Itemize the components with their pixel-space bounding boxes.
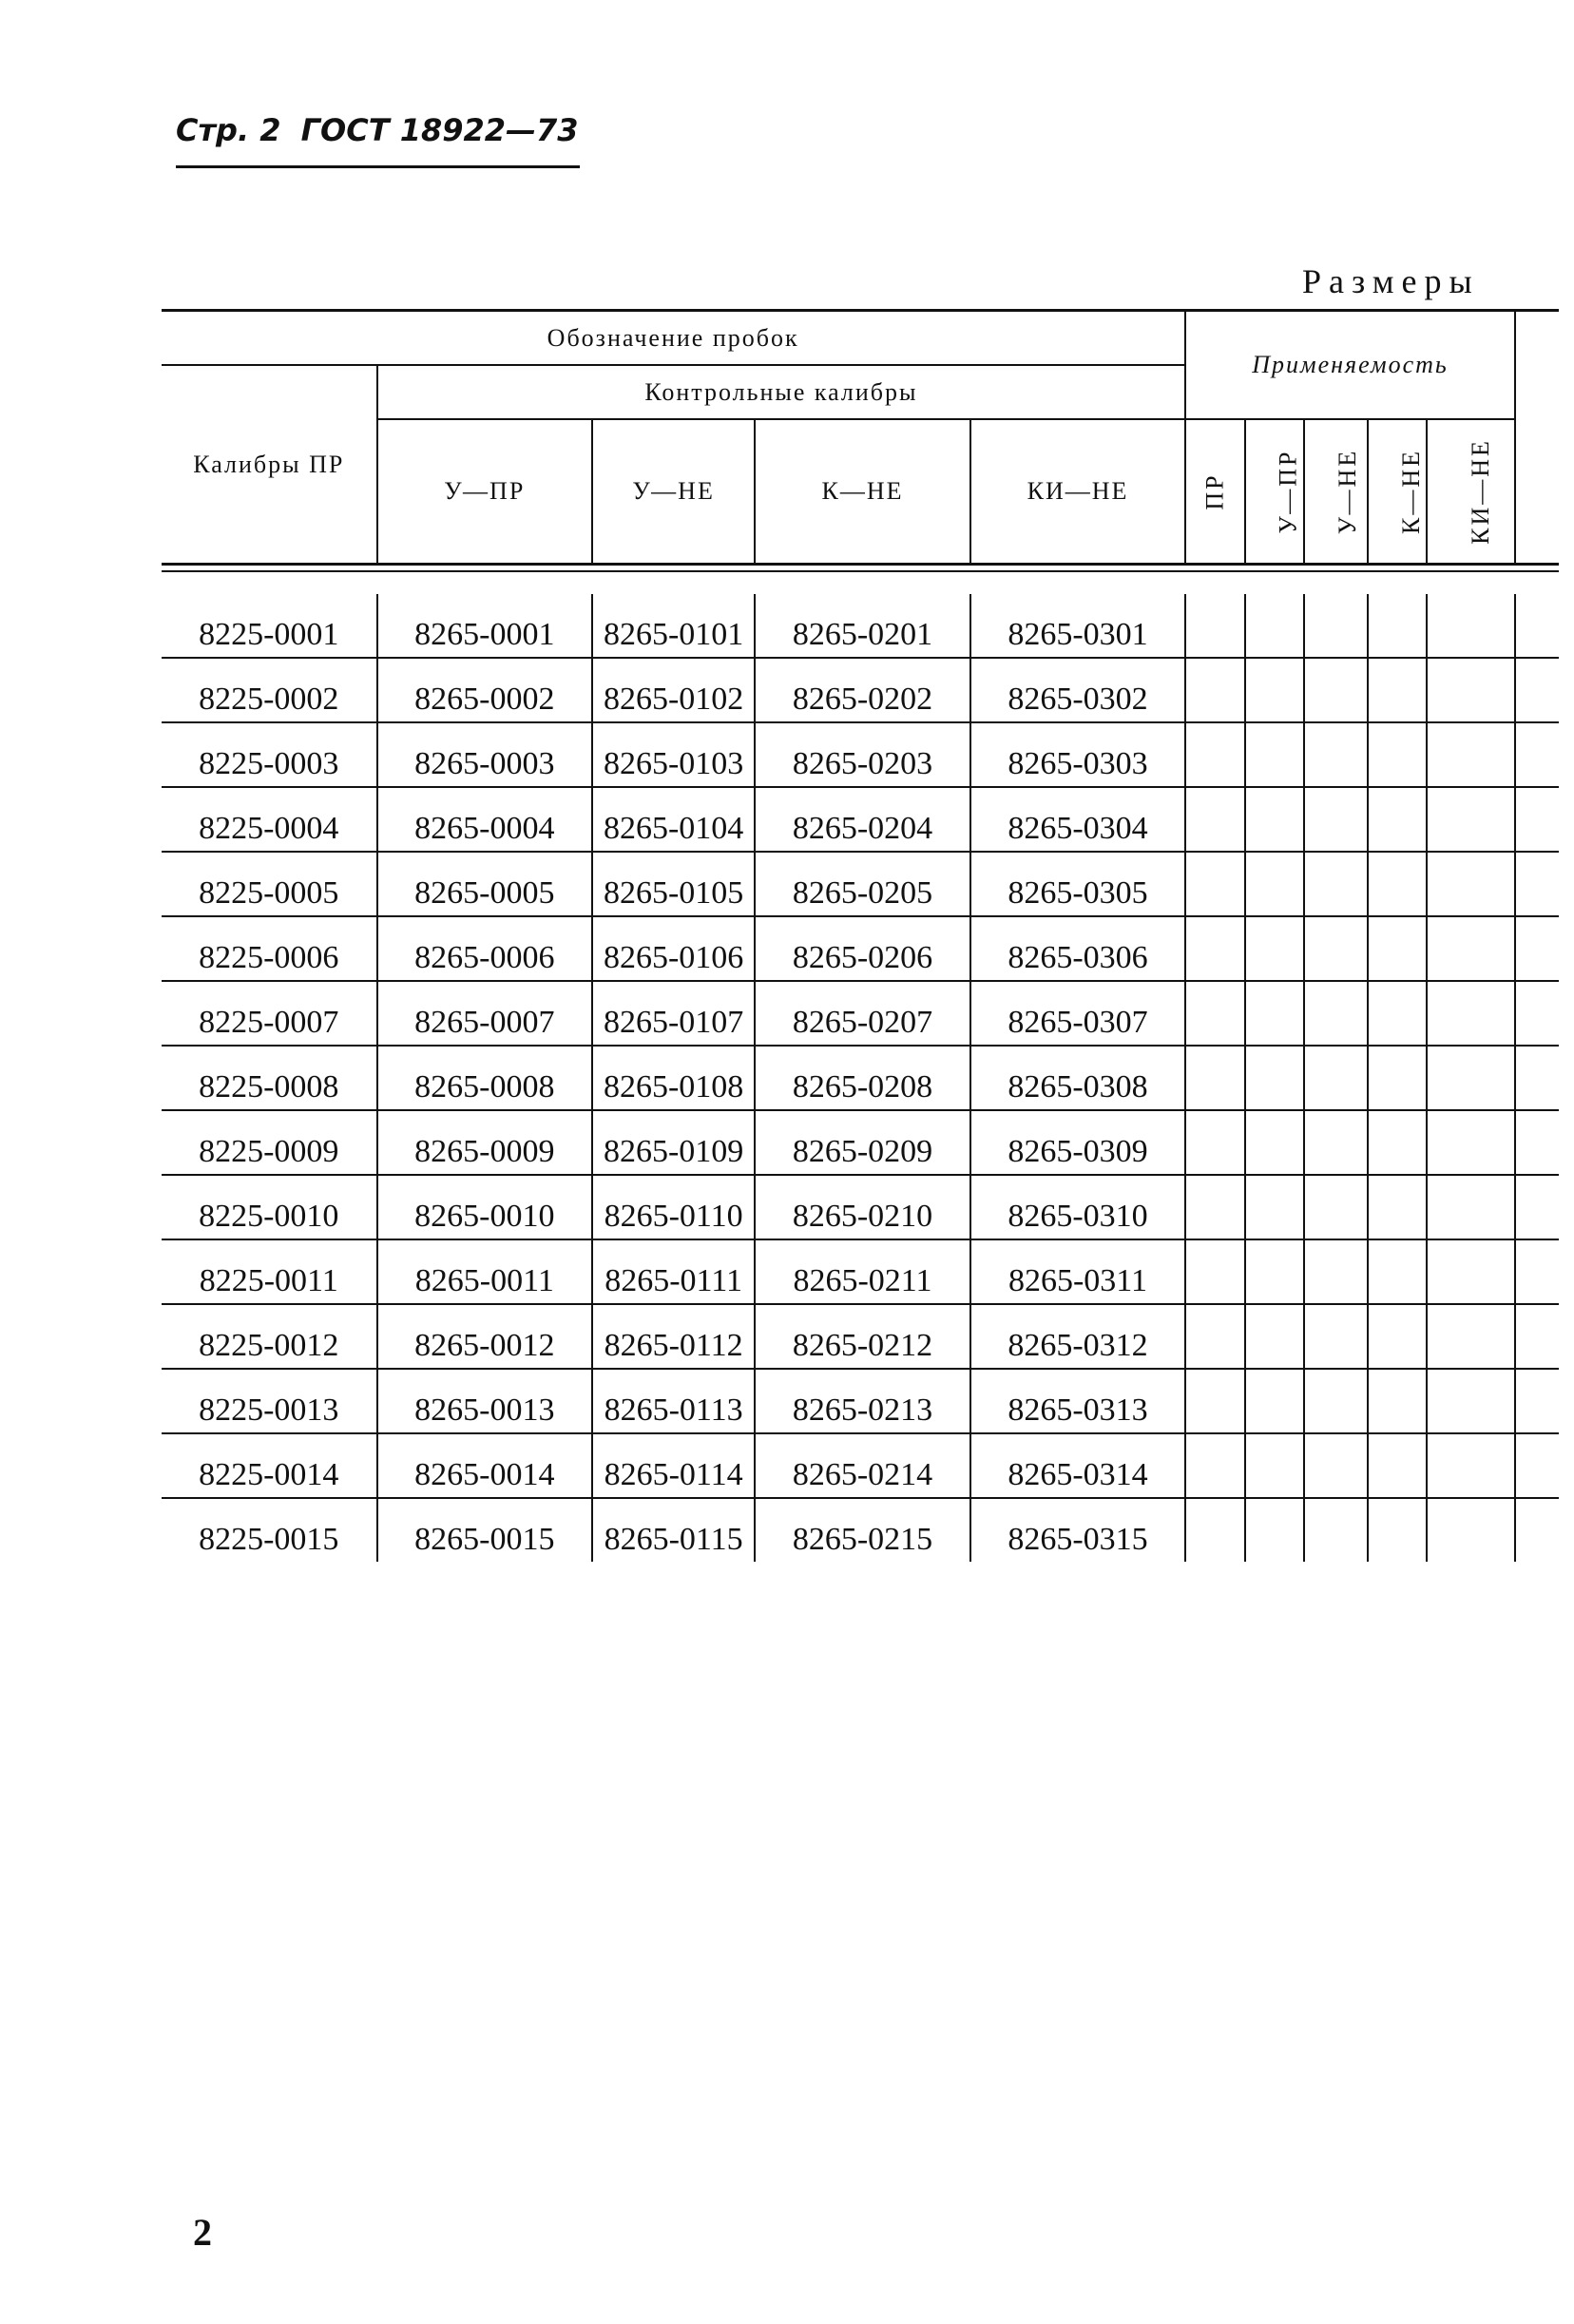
applicability-cell [1304,658,1367,722]
page-header [176,112,580,168]
applicability-cell [1304,1239,1367,1304]
applicability-cell [1368,1046,1427,1110]
applicability-cell [1368,916,1427,981]
table-row [162,1239,1559,1304]
control-gauge-cell: 8265-0202 [755,658,970,722]
applicability-cell [1427,594,1515,658]
control-gauge-cell: 8265-0108 [592,1046,755,1110]
control-gauge-cell: 8265-0014 [377,1433,593,1498]
control-gauge-cell: 8265-0111 [592,1239,755,1304]
control-gauge-cell: 8265-0008 [377,1046,593,1110]
gauge-pr-cell: 8225-0007 [162,981,377,1046]
table-row [162,916,1559,981]
header-applicability-label: ПР [1200,472,1229,510]
applicability-cell [1245,916,1304,981]
control-gauge-cell: 8265-0307 [970,981,1186,1046]
control-gauge-cell: 8265-0306 [970,916,1186,981]
applicability-cell [1245,852,1304,916]
applicability-cell [1427,1304,1515,1369]
control-gauge-cell: 8265-0308 [970,1046,1186,1110]
applicability-cell [1368,1369,1427,1433]
applicability-cell [1427,852,1515,916]
control-gauge-cell: 8265-0013 [377,1369,593,1433]
control-gauge-cell: 8265-0211 [755,1239,970,1304]
gauge-pr-cell: 8225-0011 [162,1239,377,1304]
applicability-cell [1368,1304,1427,1369]
applicability-cell [1245,658,1304,722]
applicability-cell [1427,658,1515,722]
control-gauge-cell: 8265-0310 [970,1175,1186,1239]
control-gauge-cell: 8265-0015 [377,1498,593,1562]
applicability-cell [1368,981,1427,1046]
control-gauge-cell: 8265-0011 [377,1239,593,1304]
control-gauge-cell: 8265-0206 [755,916,970,981]
gauge-pr-cell: 8225-0014 [162,1433,377,1498]
control-gauge-cell: 8265-0006 [377,916,593,981]
applicability-cell [1427,1175,1515,1239]
gauge-pr-cell: 8225-0009 [162,1110,377,1175]
header-applicability-col [1185,419,1244,565]
applicability-cell [1368,658,1427,722]
table-row [162,1046,1559,1110]
header-applicability-label: У—НЕ [1334,448,1362,535]
applicability-cell [1185,722,1244,787]
gauge-pr-cell: 8225-0013 [162,1369,377,1433]
applicability-cell [1427,787,1515,852]
applicability-cell [1304,1369,1367,1433]
applicability-cell [1427,1239,1515,1304]
page-label: Стр. 2 [176,112,281,148]
control-gauge-cell: 8265-0109 [592,1110,755,1175]
applicability-cell [1427,916,1515,981]
control-gauge-cell: 8265-0113 [592,1369,755,1433]
gauge-pr-cell: 8225-0003 [162,722,377,787]
gauge-pr-cell: 8225-0015 [162,1498,377,1562]
control-gauge-cell: 8265-0213 [755,1369,970,1433]
control-gauge-cell: 8265-0106 [592,916,755,981]
control-gauge-cell: 8265-0302 [970,658,1186,722]
table-row [162,1498,1559,1562]
applicability-cell [1245,1110,1304,1175]
control-gauge-cell: 8265-0212 [755,1304,970,1369]
control-gauge-cell: 8265-0102 [592,658,755,722]
control-gauge-cell: 8265-0012 [377,1304,593,1369]
applicability-cell [1304,1110,1367,1175]
gauge-pr-cell: 8225-0008 [162,1046,377,1110]
table-body [162,565,1559,1563]
table-caption: Размеры [1302,262,1480,300]
control-gauge-cell: 8265-0103 [592,722,755,787]
applicability-cell [1427,1369,1515,1433]
control-gauge-cell: 8265-0110 [592,1175,755,1239]
control-gauge-cell: 8265-0204 [755,787,970,852]
gauge-table [162,309,1559,1562]
header-applicability-col [1368,419,1427,565]
control-gauge-cell: 8265-0312 [970,1304,1186,1369]
header-gauges-pr: Калибры ПР [162,365,377,565]
header-control-gauges: Контрольные калибры [377,365,1186,419]
applicability-cell [1368,1175,1427,1239]
header-applicability-col [1245,419,1304,565]
control-gauge-cell: 8265-0104 [592,787,755,852]
applicability-cell [1368,787,1427,852]
applicability-cell [1368,1110,1427,1175]
control-gauge-cell: 8265-0115 [592,1498,755,1562]
header-applicability: Применяемость [1185,311,1514,420]
applicability-cell [1185,1110,1244,1175]
header-control-col: У—ПР [377,419,593,565]
control-gauge-cell: 8265-0010 [377,1175,593,1239]
control-gauge-cell: 8265-0313 [970,1369,1186,1433]
header-applicability-label: У—ПР [1274,449,1302,534]
applicability-cell [1245,981,1304,1046]
table-row [162,787,1559,852]
control-gauge-cell: 8265-0004 [377,787,593,852]
applicability-cell [1427,1046,1515,1110]
applicability-cell [1245,722,1304,787]
control-gauge-cell: 8265-0114 [592,1433,755,1498]
applicability-cell [1368,852,1427,916]
applicability-cell [1427,1433,1515,1498]
header-applicability-col [1427,419,1515,565]
control-gauge-cell: 8265-0005 [377,852,593,916]
header-applicability-label: КИ—НЕ [1466,438,1494,545]
gauge-pr-cell: 8225-0004 [162,787,377,852]
header-designation: Обозначение пробок [162,311,1185,366]
header-control-col: У—НЕ [592,419,755,565]
applicability-cell [1185,1175,1244,1239]
applicability-cell [1245,1498,1304,1562]
control-gauge-cell: 8265-0207 [755,981,970,1046]
control-gauge-cell: 8265-0208 [755,1046,970,1110]
table-row [162,1433,1559,1498]
standard-number: ГОСТ 18922—73 [300,112,579,148]
applicability-cell [1245,1433,1304,1498]
table-row [162,1175,1559,1239]
applicability-cell [1368,1498,1427,1562]
table-row [162,658,1559,722]
applicability-cell [1185,916,1244,981]
applicability-cell [1304,1046,1367,1110]
gauge-pr-cell: 8225-0001 [162,594,377,658]
applicability-cell [1245,1369,1304,1433]
applicability-cell [1304,1498,1367,1562]
table-row [162,1304,1559,1369]
applicability-cell [1185,1369,1244,1433]
control-gauge-cell: 8265-0105 [592,852,755,916]
table-row [162,594,1559,658]
control-gauge-cell: 8265-0107 [592,981,755,1046]
applicability-cell [1185,594,1244,658]
applicability-cell [1368,1239,1427,1304]
applicability-cell [1185,658,1244,722]
applicability-cell [1245,787,1304,852]
applicability-cell [1304,916,1367,981]
applicability-cell [1245,594,1304,658]
applicability-cell [1304,852,1367,916]
control-gauge-cell: 8265-0315 [970,1498,1186,1562]
control-gauge-cell: 8265-0009 [377,1110,593,1175]
applicability-cell [1368,722,1427,787]
control-gauge-cell: 8265-0112 [592,1304,755,1369]
applicability-cell [1304,787,1367,852]
applicability-cell [1368,594,1427,658]
applicability-cell [1427,981,1515,1046]
gauge-pr-cell: 8225-0005 [162,852,377,916]
control-gauge-cell: 8265-0311 [970,1239,1186,1304]
applicability-cell [1185,1046,1244,1110]
applicability-cell [1304,1433,1367,1498]
applicability-cell [1304,722,1367,787]
header-control-col: КИ—НЕ [970,419,1186,565]
applicability-cell [1185,1433,1244,1498]
control-gauge-cell: 8265-0314 [970,1433,1186,1498]
control-gauge-cell: 8265-0304 [970,787,1186,852]
header-applicability-label: К—НЕ [1396,449,1425,534]
control-gauge-cell: 8265-0003 [377,722,593,787]
table-row [162,1110,1559,1175]
applicability-cell [1245,1046,1304,1110]
header-applicability-col [1304,419,1367,565]
applicability-cell [1245,1175,1304,1239]
applicability-cell [1185,1498,1244,1562]
control-gauge-cell: 8265-0215 [755,1498,970,1562]
gauge-pr-cell: 8225-0012 [162,1304,377,1369]
control-gauge-cell: 8265-0214 [755,1433,970,1498]
control-gauge-cell: 8265-0309 [970,1110,1186,1175]
applicability-cell [1304,1175,1367,1239]
control-gauge-cell: 8265-0209 [755,1110,970,1175]
applicability-cell [1304,594,1367,658]
applicability-cell [1427,722,1515,787]
applicability-cell [1427,1110,1515,1175]
applicability-cell [1185,981,1244,1046]
header-control-col: К—НЕ [755,419,970,565]
control-gauge-cell: 8265-0201 [755,594,970,658]
applicability-cell [1427,1498,1515,1562]
applicability-cell [1245,1304,1304,1369]
table-row [162,852,1559,916]
table-row [162,1369,1559,1433]
control-gauge-cell: 8265-0303 [970,722,1186,787]
control-gauge-cell: 8265-0305 [970,852,1186,916]
control-gauge-cell: 8265-0301 [970,594,1186,658]
applicability-cell [1304,1304,1367,1369]
table-row [162,981,1559,1046]
control-gauge-cell: 8265-0210 [755,1175,970,1239]
applicability-cell [1185,852,1244,916]
control-gauge-cell: 8265-0002 [377,658,593,722]
applicability-cell [1185,787,1244,852]
control-gauge-cell: 8265-0001 [377,594,593,658]
control-gauge-cell: 8265-0007 [377,981,593,1046]
control-gauge-cell: 8265-0101 [592,594,755,658]
header-separator [162,565,1559,595]
applicability-cell [1368,1433,1427,1498]
applicability-cell [1245,1239,1304,1304]
page-number: 2 [193,2211,212,2254]
gauge-pr-cell: 8225-0002 [162,658,377,722]
applicability-cell [1185,1239,1244,1304]
applicability-cell [1185,1304,1244,1369]
table-row [162,722,1559,787]
gauge-pr-cell: 8225-0006 [162,916,377,981]
applicability-cell [1304,981,1367,1046]
control-gauge-cell: 8265-0205 [755,852,970,916]
gauge-pr-cell: 8225-0010 [162,1175,377,1239]
control-gauge-cell: 8265-0203 [755,722,970,787]
